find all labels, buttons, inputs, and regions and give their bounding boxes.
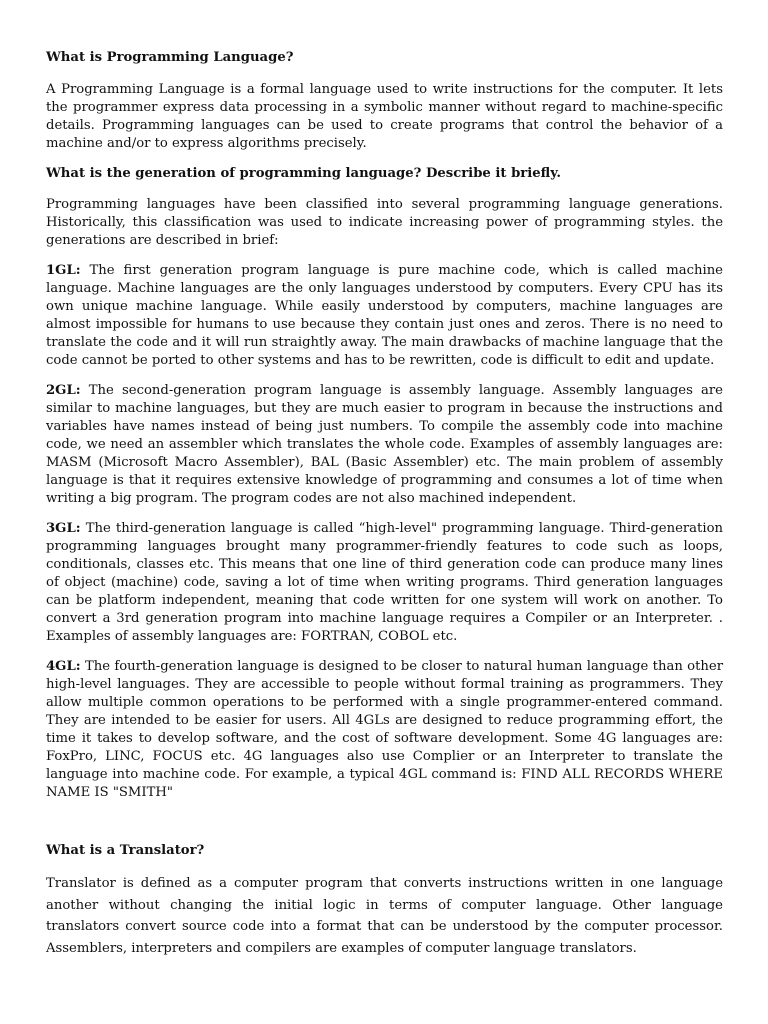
paragraph-1gl [46, 262, 723, 370]
heading-translator: What is a Translator? [46, 843, 205, 858]
paragraph-generation-intro: Programming languages have been classified into several programming language generations. Historically, this classification was used to indicate increasing power of programming styles. the generations are described in brief: [46, 197, 723, 248]
text-2gl: The second-generation program language is assembly language. Assembly languages are similar to machine languages, but they are much easier to program in because the instructions and variables have names instead of being just numbers. To compile the assembly code into machine code, we need an assembler which translates the whole code. Examples of assembly languages are: MASM (Microsoft Macro Assembler), BAL (Basic Assembler) etc. The main problem of assembly language is that it requires extensive knowledge of programming and consumes a lot of time when writing a big program. The program codes are not also machined independent. [46, 383, 723, 506]
label-1gl: 1GL: [46, 263, 81, 278]
heading-programming-language: What is Programming Language? [46, 50, 294, 65]
label-3gl: 3GL: [46, 521, 81, 536]
label-2gl: 2GL: [46, 383, 81, 398]
paragraph-programming-language: A Programming Language is a formal language used to write instructions for the computer. It lets the programmer express data processing in a symbolic manner without regard to machine-specific details. Programming languages can be used to create programs that control the behavior of a machine and/or to express algorithms precisely. [46, 82, 723, 151]
paragraph-2gl [46, 382, 723, 508]
heading-generation: What is the generation of programming language? Describe it briefly. [46, 166, 561, 181]
paragraph-4gl [46, 658, 723, 802]
text-1gl: The first generation program language is pure machine code, which is called machine language. Machine languages are the only languages understood by computers. Every CPU has its own unique machine language. While easily understood by computers, machine languages are almost impossible for humans to use because they contain just ones and zeros. There is no need to translate the code and it will run straightly away. The main drawbacks of machine language that the code cannot be ported to other systems and has to be rewritten, code is difficult to edit and update. [46, 263, 723, 368]
text-3gl: The third-generation language is called “high-level" programming language. Third-generation programming languages brought many programmer-friendly features to code such as loops, conditionals, classes etc. This means that one line of third generation code can produce many lines of object (machine) code, saving a lot of time when writing programs. Third generation languages can be platform independent, meaning that code written for one system will work on another. To convert a 3rd generation program into machine language requires a Compiler or an Interpreter. . Examples of assembly languages are: FORTRAN, COBOL etc. [46, 521, 723, 644]
paragraph-3gl [46, 520, 723, 646]
text-4gl: The fourth-generation language is designed to be closer to natural human language than other high-level languages. They are accessible to people without formal training as programmers. They allow multiple common operations to be performed with a single programmer-entered command. They are intended to be easier for users. All 4GLs are designed to reduce programming effort, the time it takes to develop software, and the cost of software development. Some 4G languages are: FoxPro, LINC, FOCUS etc. 4G languages also use Complier or an Interpreter to translate the language into machine code. For example, a typical 4GL command is: FIND ALL RECORDS WHERE NAME IS "SMITH" [46, 659, 723, 800]
paragraph-translator: Translator is defined as a computer program that converts instructions written in one language another without changing the initial logic in terms of computer language. Other language translators convert source code into a format that can be understood by the computer processor. Assemblers, interpreters and compilers are examples of computer language translators. [46, 876, 723, 956]
label-4gl: 4GL: [46, 659, 81, 674]
